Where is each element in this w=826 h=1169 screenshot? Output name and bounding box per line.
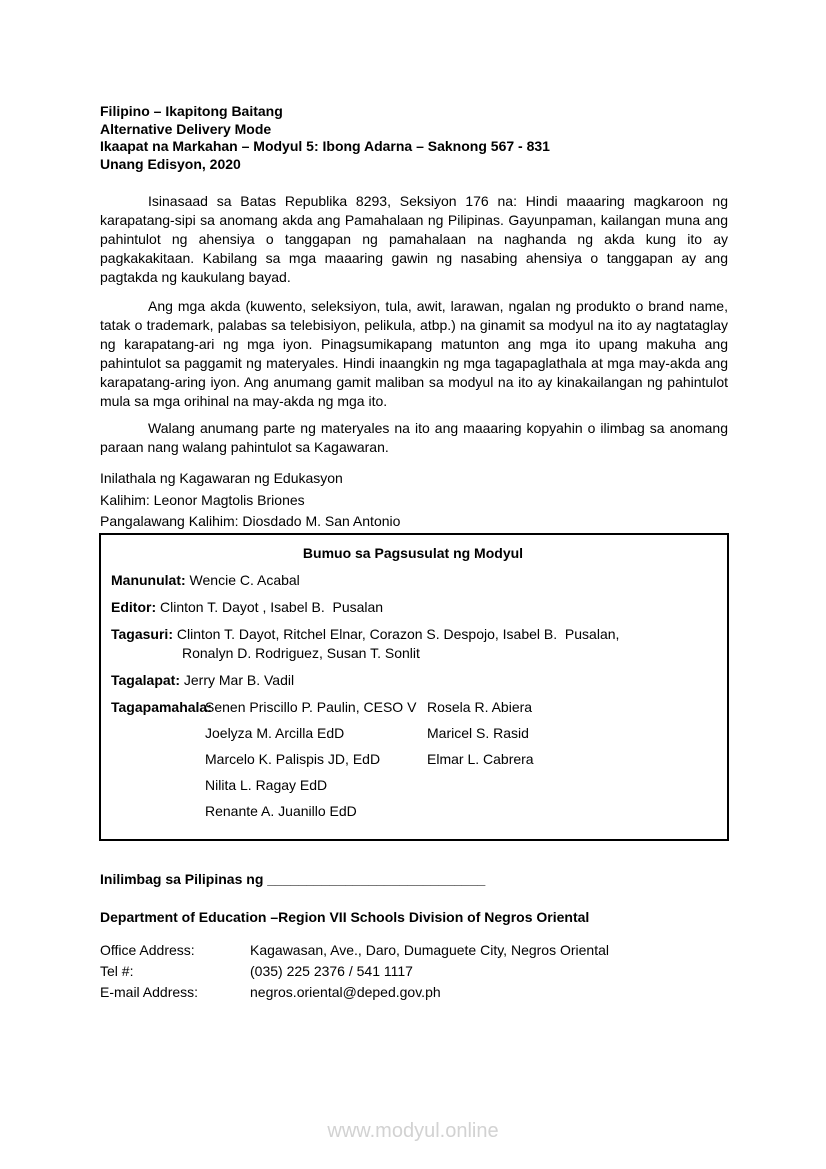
tagapamahala-right-name <box>427 802 715 821</box>
tagapamahala-row-5 <box>111 802 715 821</box>
tagapamahala-left-name: Senen Priscillo P. Paulin, CESO V <box>205 698 417 715</box>
tagapamahala-right-name: Elmar L. Cabrera <box>427 750 534 767</box>
credit-row-editor <box>111 598 715 617</box>
tagapamahala-right-name: Rosela R. Abiera <box>427 698 533 715</box>
contact-label: Tel #: <box>100 962 134 979</box>
tagapamahala-row-2 <box>111 724 715 743</box>
credit-label-tagalapat: Tagalapat: <box>111 671 180 688</box>
credit-label-editor: Editor: <box>111 598 157 615</box>
tagapamahala-left-name: Nilita L. Ragay EdD <box>205 776 328 793</box>
secretary-line: Kalihim: Leonor Magtolis Briones <box>100 491 305 508</box>
header-block <box>100 103 728 173</box>
tagapamahala-row-4 <box>111 776 715 795</box>
tagapamahala-row-3 <box>111 750 715 769</box>
credit-row-manunulat <box>111 571 715 590</box>
contact-row-telephone <box>100 961 728 982</box>
publisher-line: Inilathala ng Kagawaran ng Edukasyon <box>100 470 343 486</box>
credits-box-title: Bumuo sa Pagsusulat ng Modyul <box>302 544 524 561</box>
contact-value: negros.oriental@deped.gov.ph <box>250 983 441 1000</box>
tagapamahala-right-name <box>427 776 715 795</box>
header-line-edition: Unang Edisyon, 2020 <box>100 155 241 172</box>
tagapamahala-left-name: Joelyza M. Arcilla EdD <box>205 724 345 741</box>
header-line-module: Ikaapat na Markahan – Modyul 5: Ibong Adarna – Saknong 567 - 831 <box>100 138 550 154</box>
copyright-paragraph-3: Walang anumang parte ng materyales na ito ang maaaring kopyahin o ilimbag sa anomang paraan nang walang pahintulot sa Kagawaran. <box>100 420 728 455</box>
tagapamahala-label-spacer <box>111 750 205 769</box>
credit-label-tagapamahala: Tagapamahala: <box>111 698 212 715</box>
contact-label: Office Address: <box>100 941 195 958</box>
header-line-subject: Filipino – Ikapitong Baitang <box>100 103 283 119</box>
tagapamahala-row-1 <box>111 698 715 717</box>
credit-label-manunulat: Manunulat: <box>111 571 186 588</box>
contact-row-email <box>100 982 728 1003</box>
credit-value-tagasuri-line1: Clinton T. Dayot, Ritchel Elnar, Corazon S. Despojo, Isabel B. Pusalan, <box>176 625 620 642</box>
credit-value-manunulat: Wencie C. Acabal <box>189 571 300 588</box>
watermark-text: www.modyul.online <box>327 1120 499 1142</box>
copyright-paragraph-1: Isinasaad sa Batas Republika 8293, Seksiyon 176 na: Hindi maaaring magkaroon ng karapatang-sipi sa anomang akda ang Pamahalaan ng Pilipinas. Gayunpaman, kailangan muna ang pahintulot ng ahensiya o tanggapan ng pamahalaan na naghanda ng akda kung ito ay pagkakakitaan. Kabilang sa mga maaaring gawin ng nasabing ahensiya o tanggapan ay ang pagtakda ng kaukulang bayad. <box>100 193 728 285</box>
printed-in-philippines-line: Inilimbag sa Pilipinas ng ____________________________ <box>100 870 486 887</box>
contact-value: Kagawasan, Ave., Daro, Dumaguete City, Negros Oriental <box>250 941 609 958</box>
tagapamahala-left-name: Marcelo K. Palispis JD, EdD <box>205 750 381 767</box>
tagapamahala-left-name: Renante A. Juanillo EdD <box>205 802 357 819</box>
contact-block <box>100 940 728 1003</box>
undersecretary-line: Pangalawang Kalihim: Diosdado M. San Antonio <box>100 513 401 529</box>
publisher-block <box>100 468 728 533</box>
tagapamahala-label-spacer <box>111 802 205 821</box>
document-page <box>100 103 728 1003</box>
tagapamahala-label-spacer <box>111 724 205 743</box>
contact-label: E-mail Address: <box>100 983 199 1000</box>
credit-value-tagasuri-line2: Ronalyn D. Rodriguez, Susan T. Sonlit <box>182 644 420 661</box>
header-line-mode: Alternative Delivery Mode <box>100 120 272 137</box>
credits-box <box>99 533 729 841</box>
credit-value-tagalapat: Jerry Mar B. Vadil <box>183 671 295 688</box>
tagapamahala-right-name: Maricel S. Rasid <box>427 724 529 741</box>
credit-label-tagasuri: Tagasuri: <box>111 625 173 642</box>
credit-value-editor: Clinton T. Dayot , Isabel B. Pusalan <box>160 598 384 615</box>
tagapamahala-label-spacer <box>111 776 205 795</box>
contact-row-office-address <box>100 940 728 961</box>
credit-row-tagasuri <box>111 625 715 663</box>
copyright-paragraph-2: Ang mga akda (kuwento, seleksiyon, tula, awit, larawan, ngalan ng produkto o brand name, tatak o trademark, palabas sa telebisiyon, pelikula, atbp.) na ginamit sa modyul na ito ay nagtataglay ng karapatang-ari ng mga iyon. Pinagsumikapang matunton ang mga ito upang makuha ang pahintulot sa paggamit ng materyales. Hindi inaangkin ng mga tagapaglathala at mga may-akda ang karapatang-aring iyon. Ang anumang gamit maliban sa modyul na ito ay kinakailangan ng pahintulot mula sa mga orihinal na may-akda ng mga ito. <box>100 298 728 409</box>
credit-row-tagalapat <box>111 671 715 690</box>
contact-value: (035) 225 2376 / 541 1117 <box>250 962 413 979</box>
division-title: Department of Education –Region VII Schools Division of Negros Oriental <box>100 908 590 925</box>
